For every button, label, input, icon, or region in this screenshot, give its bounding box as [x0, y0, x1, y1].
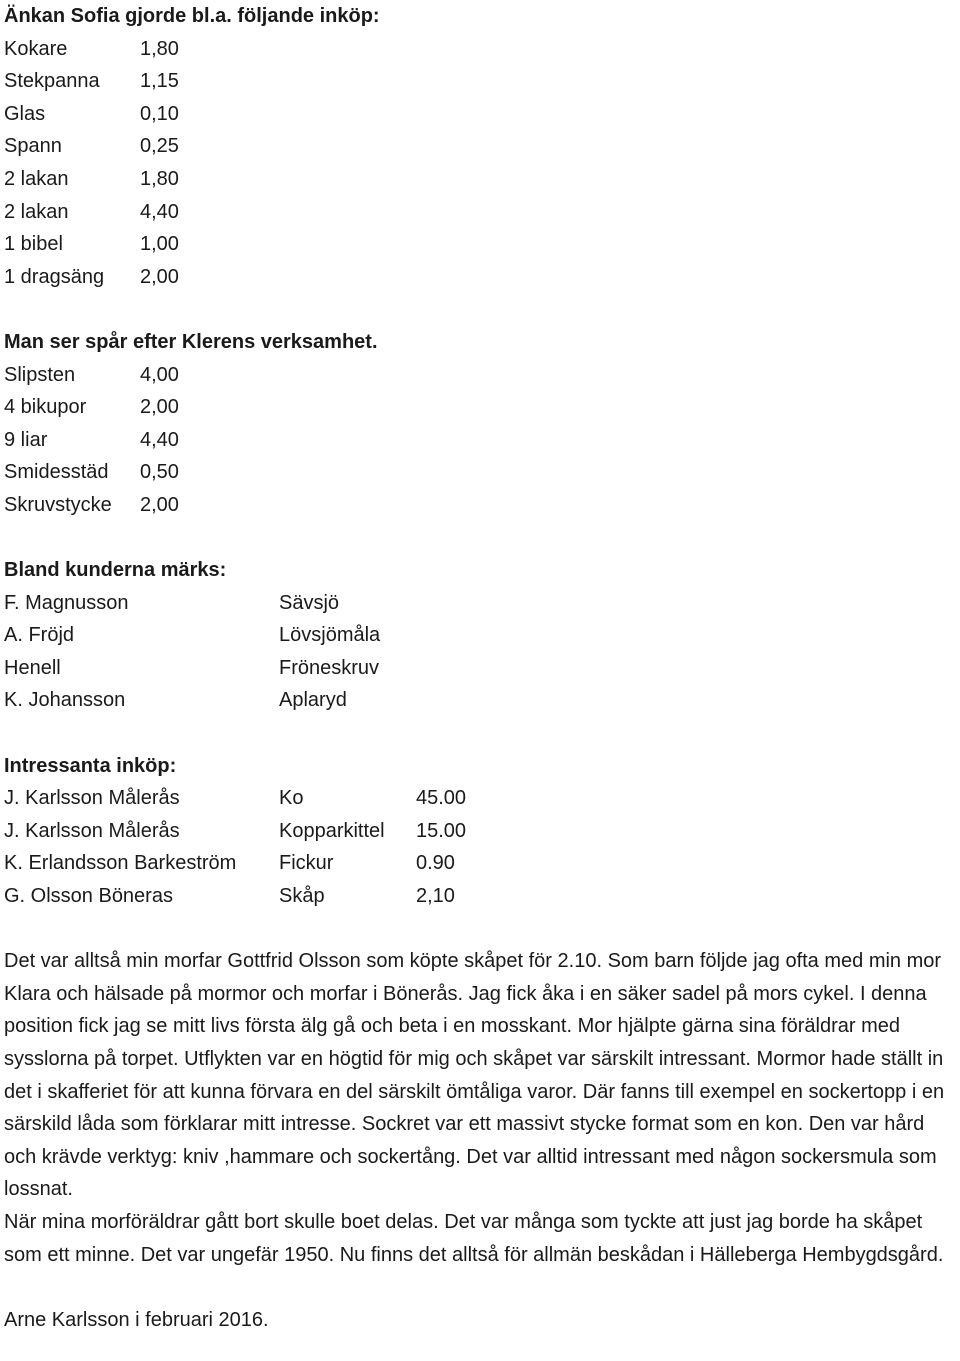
customer-place: Lövsjömåla: [279, 624, 381, 647]
purchased-item: Kopparkittel: [279, 819, 385, 842]
list-item: [4, 163, 960, 196]
section-heading-interesting-purchases: Intressanta inköp:: [4, 754, 177, 777]
customer-place: Fröneskruv: [279, 656, 380, 679]
list-item: [4, 261, 960, 294]
list-item: [4, 424, 960, 457]
signature: Arne Karlsson i februari 2016.: [4, 1308, 269, 1331]
item-name: Skruvstycke: [4, 493, 112, 516]
list-item: [4, 391, 960, 424]
list-item: [4, 619, 960, 652]
list-item: [4, 228, 960, 261]
spacer: [4, 293, 960, 326]
item-price: 4,00: [140, 363, 179, 386]
list-item: [4, 359, 960, 392]
item-name: Kokare: [4, 37, 68, 60]
spacer: [4, 522, 960, 555]
customer-place: Aplaryd: [279, 689, 347, 712]
interesting-purchase-list: [4, 782, 960, 912]
purchase-list: [4, 33, 960, 294]
item-price: 2,00: [140, 493, 179, 516]
item-name: Smidesstäd: [4, 461, 109, 484]
item-price: 4,40: [140, 200, 179, 223]
item-name: Slipsten: [4, 363, 76, 386]
item-name: 1 bibel: [4, 233, 63, 256]
customer-name: K. Johansson: [4, 689, 126, 712]
story-paragraph: När mina morföräldrar gått bort skulle boet delas. Det var många som tyckte att just jag borde ha skåpet som ett minne. Det var ungefär 1950. Nu finns det alltså för allmän beskådan i Hälleberga Hembygdsgård.: [4, 1210, 944, 1266]
spacer: [4, 717, 960, 750]
item-name: 9 liar: [4, 428, 48, 451]
list-item: [4, 587, 960, 620]
purchased-item: Fickur: [279, 852, 334, 875]
buyer-name: G. Olsson Böneras: [4, 885, 173, 908]
list-item: [4, 456, 960, 489]
item-price: 0,50: [140, 461, 179, 484]
list-item: [4, 782, 960, 815]
purchased-item: Skåp: [279, 885, 325, 908]
customer-name: Henell: [4, 656, 61, 679]
list-item: [4, 652, 960, 685]
list-item: [4, 98, 960, 131]
story-paragraph: Det var alltså min morfar Gottfrid Olsson som köpte skåpet för 2.10. Som barn följde jag ofta med min mor Klara och hälsade på mormor och morfar i Bönerås. Jag fick åka i en säker sadel på mors cykel. I denna position fick jag se mitt livs första älg gå och beta i en mosskant. Mor hjälpte gärna sina föräldrar med sysslorna på torpet. Utflykten var en högtid för mig och skåpet var särskilt intressant. Mormor hade ställt in det i skafferiet för att kunna förvara en del särskilt ömtåliga varor. Där fanns till exempel en sockertopp i en särskild låda som förklarar mitt intresse. Sockret var ett massivt stycke format som en kon. Den var hård och krävde verktyg: kniv ,hammare och sockertång. Det var alltid intressant med någon sockersmula som lossnat.: [4, 950, 945, 1201]
section-heading-purchases: Änkan Sofia gjorde bl.a. följande inköp:: [4, 5, 380, 27]
customer-list: [4, 587, 960, 717]
item-name: Stekpanna: [4, 70, 100, 93]
list-item: [4, 130, 960, 163]
item-price: 2,10: [416, 885, 455, 908]
list-item: [4, 196, 960, 229]
list-item: [4, 65, 960, 98]
customer-name: A. Fröjd: [4, 624, 75, 647]
item-name: 2 lakan: [4, 167, 69, 190]
section-heading-smithy: Man ser spår efter Klerens verksamhet.: [4, 330, 378, 353]
item-price: 2,00: [140, 396, 179, 419]
item-price: 1,80: [140, 37, 179, 60]
buyer-name: J. Karlsson Målerås: [4, 819, 180, 842]
item-name: 2 lakan: [4, 200, 69, 223]
item-price: 4,40: [140, 428, 179, 451]
smithy-list: [4, 359, 960, 522]
item-price: 0,10: [140, 102, 179, 125]
list-item: [4, 815, 960, 848]
list-item: [4, 684, 960, 717]
list-item: [4, 847, 960, 880]
item-price: 0.90: [416, 852, 455, 875]
purchased-item: Ko: [279, 787, 304, 810]
item-price: 0,25: [140, 135, 179, 158]
list-item: [4, 33, 960, 66]
buyer-name: J. Karlsson Målerås: [4, 787, 180, 810]
document-page: [4, 0, 960, 1336]
item-price: 2,00: [140, 265, 179, 288]
buyer-name: K. Erlandsson Barkeström: [4, 852, 237, 875]
item-name: Glas: [4, 102, 46, 125]
item-price: 1,00: [140, 233, 179, 256]
customer-place: Sävsjö: [279, 591, 340, 614]
customer-name: F. Magnusson: [4, 591, 129, 614]
list-item: [4, 489, 960, 522]
item-price: 45.00: [416, 787, 467, 810]
item-name: 1 dragsäng: [4, 265, 105, 288]
item-name: Spann: [4, 135, 62, 158]
item-price: 15.00: [416, 819, 467, 842]
list-item: [4, 880, 960, 913]
spacer: [4, 1271, 960, 1304]
section-heading-customers: Bland kunderna märks:: [4, 559, 227, 582]
item-price: 1,15: [140, 70, 179, 93]
item-price: 1,80: [140, 167, 179, 190]
spacer: [4, 913, 960, 946]
item-name: 4 bikupor: [4, 396, 87, 419]
